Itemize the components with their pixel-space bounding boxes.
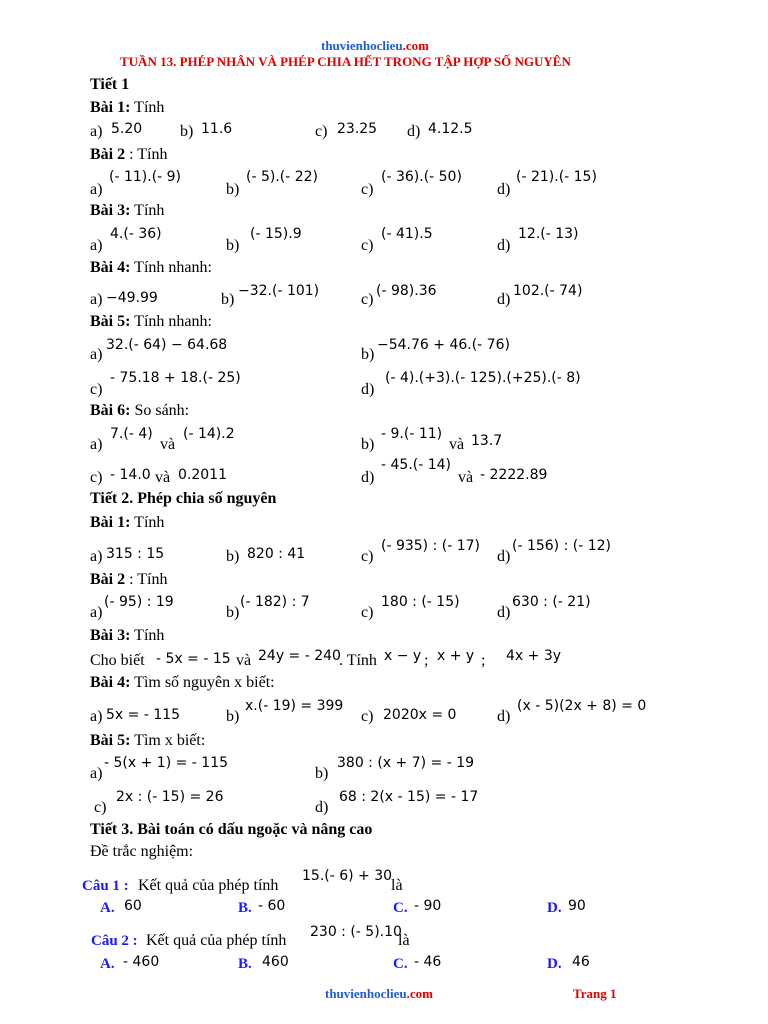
t1b1-d-label: d) — [407, 123, 421, 140]
t2b2-b-expr: (- 182) : 7 — [240, 594, 310, 610]
t2b4-a-expr: 5x = - 115 — [106, 707, 181, 723]
t1b5-b-label: b) — [361, 346, 375, 363]
t1-bai-4-heading: Bài 4: Tính nhanh: — [90, 259, 212, 276]
t2b1-b-expr: 820 : 41 — [247, 546, 306, 562]
t1b6-b-expr2: 13.7 — [471, 433, 503, 449]
t1b4-b-label: b) — [221, 291, 235, 308]
t2b2-d-expr: 630 : (- 21) — [512, 594, 591, 610]
t1b6-a-label: a) — [90, 436, 103, 453]
cau-2-option-b[interactable]: B. — [238, 956, 252, 972]
t2b5-b-expr: 380 : (x + 7) = - 19 — [337, 755, 475, 771]
t2b3-expr-1: - 5x = - 15 — [156, 651, 231, 667]
section-tiet-3: Tiết 3. Bài toán có dấu ngoặc và nâng cao — [90, 821, 373, 838]
section-tiet-1: Tiết 1 — [90, 76, 130, 93]
t1b2-d-expr: (- 21).(- 15) — [516, 169, 597, 185]
t1b3-c-label: c) — [361, 237, 374, 254]
t1b6-a-expr1: 7.(- 4) — [110, 426, 153, 442]
cau-2-value-c: - 46 — [414, 954, 442, 970]
t1b6-b-expr1: - 9.(- 11) — [381, 426, 443, 442]
cau-1-value-a: 60 — [124, 898, 142, 914]
cau-1-value-b: - 60 — [258, 898, 286, 914]
cau-1-expr: 15.(- 6) + 30 — [302, 868, 393, 884]
t1b5-b-expr: −54.76 + 46.(- 76) — [377, 337, 510, 353]
t2-bai-1-heading: Bài 1: Tính — [90, 514, 165, 531]
t2b2-c-expr: 180 : (- 15) — [381, 594, 460, 610]
t2b4-b-expr: x.(- 19) = 399 — [245, 698, 344, 714]
t1b3-d-label: d) — [497, 237, 511, 254]
t2b3-expr-2: 24y = - 240 — [258, 648, 341, 664]
site-domain: .com — [402, 38, 429, 53]
cau-1-option-a[interactable]: A. — [100, 900, 115, 916]
t2b3-sep-2: ; — [481, 652, 486, 669]
cau-2-option-c[interactable]: C. — [393, 956, 408, 972]
t1b3-a-expr: 4.(- 36) — [110, 226, 162, 242]
t2b1-c-label: c) — [361, 548, 374, 565]
t2b3-expr-4: x + y — [437, 648, 475, 664]
t1b1-c-expr: 23.25 — [337, 121, 378, 137]
cau-2-text: Kết quả của phép tính — [146, 932, 287, 949]
section-tiet-2: Tiết 2. Phép chia số nguyên — [90, 490, 277, 507]
cau-1-option-b[interactable]: B. — [238, 900, 252, 916]
t1b5-a-label: a) — [90, 346, 103, 363]
t1b3-b-expr: (- 15).9 — [250, 226, 302, 242]
t2b4-c-expr: 2020x = 0 — [383, 707, 457, 723]
t2b5-c-label: c) — [94, 799, 107, 816]
footer-site-name: thuvienhoclieu — [325, 986, 407, 1001]
t1-bai-1-heading: Bài 1: Tính — [90, 99, 165, 116]
t1b5-d-expr: (- 4).(+3).(- 125).(+25).(- 8) — [385, 370, 581, 386]
t2b3-tinh: . Tính — [339, 652, 377, 669]
t1b1-a-expr: 5.20 — [111, 121, 143, 137]
t1b4-d-expr: 102.(- 74) — [513, 283, 583, 299]
t1-bai-3-heading: Bài 3: Tính — [90, 202, 165, 219]
t1b5-a-expr: 32.(- 64) − 64.68 — [106, 337, 228, 353]
t1-bai-6-heading: Bài 6: So sánh: — [90, 402, 190, 419]
t2b4-d-label: d) — [497, 708, 511, 725]
t1b6-b-label: b) — [361, 436, 375, 453]
t1b3-d-expr: 12.(- 13) — [518, 226, 579, 242]
t1b6-c-expr2: 0.2011 — [178, 467, 227, 483]
t2b4-d-expr: (x - 5)(2x + 8) = 0 — [517, 698, 647, 714]
t2-bai-5-heading: Bài 5: Tìm x biết: — [90, 732, 206, 749]
t1b4-d-label: d) — [497, 291, 511, 308]
t2b1-a-label: a) — [90, 548, 103, 565]
t1b1-a-label: a) — [90, 123, 103, 140]
page-title: TUẦN 13. PHÉP NHÂN VÀ PHÉP CHIA HẾT TRONG TẬP HỢP SỐ NGUYÊN — [120, 54, 571, 69]
t1b2-a-expr: (- 11).(- 9) — [109, 169, 182, 185]
cau-2-value-a: - 460 — [123, 954, 160, 970]
footer-site-domain: .com — [406, 986, 433, 1001]
t1b6-a-va: và — [160, 436, 176, 453]
t1b2-b-expr: (- 5).(- 22) — [246, 169, 319, 185]
t2b5-b-label: b) — [315, 765, 329, 782]
cau-2-value-d: 46 — [572, 954, 590, 970]
t1b5-d-label: d) — [361, 381, 375, 398]
t1b6-d-expr1: - 45.(- 14) — [381, 457, 452, 473]
t1b6-a-expr2: (- 14).2 — [183, 426, 235, 442]
t2b1-d-label: d) — [497, 548, 511, 565]
t2b2-c-label: c) — [361, 604, 374, 621]
t2b5-d-label: d) — [315, 799, 329, 816]
t1b4-a-expr: −49.99 — [106, 290, 158, 306]
t1b3-b-label: b) — [226, 237, 240, 254]
t2b2-a-expr: (- 95) : 19 — [104, 594, 174, 610]
t2b3-cho-biet: Cho biết — [90, 652, 145, 669]
t2b5-a-expr: - 5(x + 1) = - 115 — [104, 755, 229, 771]
cau-2-option-d[interactable]: D. — [547, 956, 562, 972]
t1b2-b-label: b) — [226, 181, 240, 198]
t2b1-c-expr: (- 935) : (- 17) — [381, 538, 481, 554]
t1b3-a-label: a) — [90, 237, 103, 254]
t1b1-b-expr: 11.6 — [201, 121, 233, 137]
t2b2-d-label: d) — [497, 604, 511, 621]
t1b4-c-label: c) — [361, 291, 374, 308]
t2b2-a-label: a) — [90, 604, 103, 621]
cau-1-la: là — [391, 877, 403, 894]
t1b4-a-label: a) — [90, 291, 103, 308]
t1b1-c-label: c) — [315, 123, 328, 140]
t1b2-d-label: d) — [497, 181, 511, 198]
cau-1-value-d: 90 — [568, 898, 586, 914]
t1b6-d-label: d) — [361, 469, 375, 486]
cau-2-expr: 230 : (- 5).10 — [310, 924, 402, 940]
site-footer[interactable] — [325, 986, 433, 1002]
t1b5-c-label: c) — [90, 381, 103, 398]
t1b6-b-va: và — [449, 436, 465, 453]
t1b6-d-expr2: - 2222.89 — [480, 467, 548, 483]
cau-2-value-b: 460 — [262, 954, 289, 970]
cau-1-option-c[interactable]: C. — [393, 900, 408, 916]
site-name: thuvienhoclieu — [321, 38, 403, 53]
t2b3-expr-5: 4x + 3y — [506, 648, 562, 664]
t1b2-a-label: a) — [90, 181, 103, 198]
cau-1-option-d[interactable]: D. — [547, 900, 562, 916]
t2b4-a-label: a) — [90, 708, 103, 725]
cau-2-la: là — [398, 932, 410, 949]
t1b1-b-label: b) — [180, 123, 194, 140]
t2b3-sep-1: ; — [424, 652, 429, 669]
t1b2-c-label: c) — [361, 181, 374, 198]
t2b3-expr-3: x − y — [384, 648, 422, 664]
t2b3-va: và — [236, 652, 252, 669]
t1b3-c-expr: (- 41).5 — [381, 226, 433, 242]
t1b4-c-expr: (- 98).36 — [376, 283, 437, 299]
t1b4-b-expr: −32.(- 101) — [238, 283, 320, 299]
trac-nghiem-heading: Đề trắc nghiệm: — [90, 843, 194, 860]
t1b6-c-label: c) — [90, 469, 103, 486]
t2b4-c-label: c) — [361, 708, 374, 725]
t2b5-c-expr: 2x : (- 15) = 26 — [116, 789, 224, 805]
t1b1-d-expr: 4.12.5 — [428, 121, 473, 137]
page-number: Trang 1 — [573, 986, 617, 1001]
cau-2-label: Câu 2 : — [91, 933, 138, 949]
t1b2-c-expr: (- 36).(- 50) — [381, 169, 462, 185]
t1b6-c-va: và — [155, 469, 171, 486]
t1-bai-5-heading: Bài 5: Tính nhanh: — [90, 313, 212, 330]
t2b1-d-expr: (- 156) : (- 12) — [512, 538, 612, 554]
t2b5-a-label: a) — [90, 765, 103, 782]
t2b2-b-label: b) — [226, 604, 240, 621]
site-header[interactable] — [321, 38, 429, 54]
t2b1-a-expr: 315 : 15 — [106, 546, 165, 562]
cau-1-text: Kết quả của phép tính — [138, 877, 279, 894]
t2-bai-4-heading: Bài 4: Tìm số nguyên x biết: — [90, 674, 275, 691]
cau-1-value-c: - 90 — [414, 898, 442, 914]
t1b5-c-expr: - 75.18 + 18.(- 25) — [110, 370, 241, 386]
t2b5-d-expr: 68 : 2(x - 15) = - 17 — [339, 789, 479, 805]
t2b4-b-label: b) — [226, 708, 240, 725]
t1-bai-2-heading: Bài 2 : Tính — [90, 146, 168, 163]
t2-bai-2-heading: Bài 2 : Tính — [90, 571, 168, 588]
t2-bai-3-heading: Bài 3: Tính — [90, 627, 165, 644]
cau-1-label: Câu 1 : — [82, 878, 129, 894]
t1b6-d-va: và — [458, 469, 474, 486]
t2b1-b-label: b) — [226, 548, 240, 565]
t1b6-c-expr1: - 14.0 — [110, 467, 151, 483]
cau-2-option-a[interactable]: A. — [100, 956, 115, 972]
